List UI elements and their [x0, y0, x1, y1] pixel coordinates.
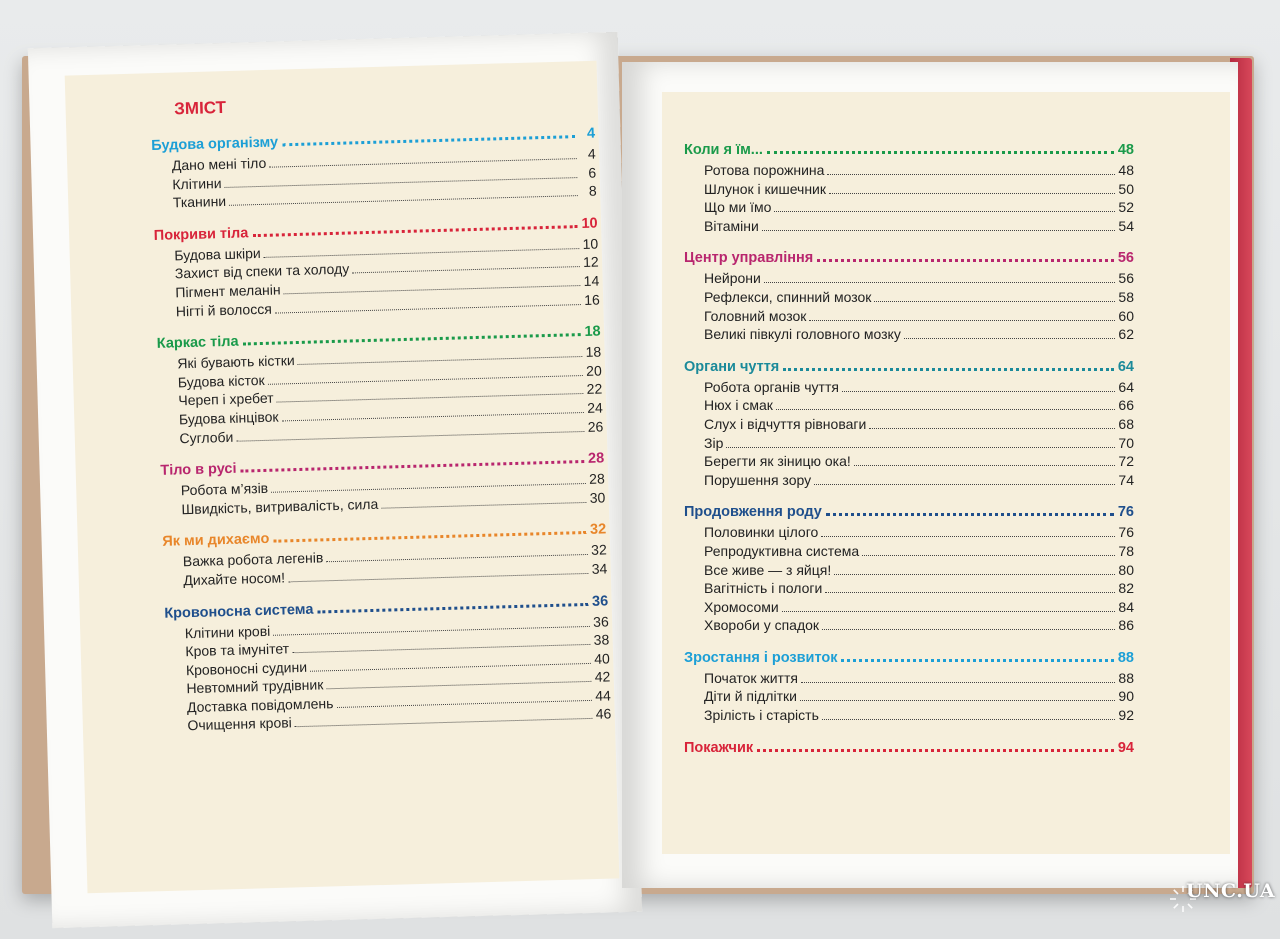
dotted-leader [821, 536, 1115, 537]
section-title: Органи чуття [684, 358, 780, 375]
entry-page-number: 60 [1118, 307, 1134, 324]
dotted-leader [288, 573, 588, 582]
toc-entry [684, 670, 1134, 689]
entry-page-number: 88 [1118, 669, 1134, 686]
entry-label: Череп і хребет [178, 390, 274, 409]
entry-label: Нігті й волосся [175, 300, 272, 319]
dotted-leader [862, 555, 1115, 556]
dotted-leader [826, 513, 1114, 516]
dotted-leader [317, 602, 588, 613]
entry-label: Половинки цілого [704, 524, 819, 541]
dotted-leader [801, 682, 1115, 683]
section-page-number: 76 [1117, 504, 1134, 521]
dotted-leader [822, 719, 1115, 720]
toc-section [164, 593, 612, 737]
entry-label: Швидкість, витривалість, сила [181, 495, 379, 517]
entry-label: Зрілість і старість [704, 707, 819, 724]
entry-label: Пігмент меланін [175, 281, 281, 301]
toc-section-heading [684, 142, 1134, 162]
section-page-number: 56 [1117, 250, 1134, 267]
toc-entry [684, 416, 1134, 435]
section-page-number: 94 [1117, 739, 1134, 756]
entry-page-number: 86 [1118, 617, 1134, 634]
dotted-leader [834, 574, 1115, 575]
toc-entry [684, 580, 1134, 599]
toc-section [160, 451, 605, 521]
dotted-leader [904, 338, 1115, 339]
toc-entry [684, 543, 1134, 562]
dotted-leader [295, 718, 593, 727]
toc-entry [684, 270, 1134, 289]
dotted-leader [814, 484, 1115, 485]
dotted-leader [776, 409, 1115, 410]
toc-entry [684, 218, 1134, 237]
entry-page-number: 16 [583, 291, 600, 308]
entry-label: Берегти як зіницю ока! [704, 453, 851, 470]
dotted-leader [800, 700, 1115, 701]
right-table-of-contents [684, 142, 1134, 774]
section-page-number: 88 [1117, 649, 1134, 666]
toc-entry [684, 562, 1134, 581]
section-title: Зростання і розвиток [684, 649, 838, 666]
entry-page-number: 26 [587, 418, 604, 435]
dotted-leader [822, 629, 1115, 630]
entry-page-number: 66 [1118, 397, 1134, 414]
dotted-leader [764, 282, 1115, 283]
entry-page-number: 12 [582, 253, 599, 271]
entry-label: Дихайте носом! [183, 569, 286, 589]
toc-section [162, 522, 607, 592]
entry-label: Все живе — з яйця! [704, 561, 832, 578]
entry-page-number: 54 [1118, 217, 1134, 234]
entry-label: Дано мені тіло [171, 154, 267, 174]
entry-page-number: 38 [593, 631, 610, 648]
entry-page-number: 8 [588, 182, 597, 199]
contents-title: ЗМІСТ [173, 97, 227, 119]
entry-label: Суглоби [179, 428, 234, 446]
section-title: Каркас тіла [156, 333, 239, 353]
dotted-leader [252, 225, 577, 237]
section-title: Продовження роду [684, 504, 822, 521]
dotted-leader [782, 611, 1115, 612]
entry-page-number: 68 [1118, 415, 1134, 432]
dotted-leader [827, 174, 1115, 175]
entry-page-number: 72 [1118, 453, 1134, 470]
entry-label: Які бувають кістки [177, 352, 295, 372]
toc-entry [684, 181, 1134, 200]
toc-section [684, 650, 1134, 726]
entry-page-number: 92 [1118, 707, 1134, 724]
entry-label: Діти й підлітки [704, 688, 797, 705]
dotted-leader [273, 531, 586, 543]
dotted-leader [783, 368, 1114, 371]
toc-entry [684, 599, 1134, 618]
dotted-leader [842, 391, 1115, 392]
entry-page-number: 10 [582, 235, 599, 252]
dotted-leader [809, 320, 1115, 321]
entry-label: Зір [704, 434, 724, 451]
dotted-leader [381, 502, 586, 509]
entry-page-number: 78 [1118, 542, 1134, 559]
entry-label: Кров та імунітет [185, 640, 290, 660]
toc-entry [684, 472, 1134, 491]
toc-entry [684, 326, 1134, 345]
section-title: Покриви тіла [153, 225, 249, 244]
section-page-number: 48 [1117, 142, 1134, 158]
dotted-leader [762, 230, 1115, 231]
dotted-leader [229, 195, 578, 206]
entry-page-number: 44 [595, 687, 612, 704]
entry-page-number: 18 [585, 343, 602, 361]
dotted-leader [854, 465, 1115, 466]
entry-label: Будова кінцівок [178, 408, 279, 428]
toc-section-heading [684, 650, 1134, 670]
section-page-number: 4 [586, 125, 596, 142]
entry-label: Хромосоми [704, 598, 779, 615]
entry-label: Ротова порожнина [704, 162, 825, 178]
entry-label: Великі півкулі головного мозку [704, 326, 901, 343]
entry-page-number: 74 [1118, 471, 1134, 488]
toc-entry [684, 289, 1134, 308]
entry-label: Слух і відчуття рівноваги [704, 415, 867, 432]
toc-section-heading [684, 504, 1134, 524]
dotted-leader [825, 592, 1115, 593]
section-page-number: 28 [587, 450, 605, 468]
entry-label: Рефлекси, спинний мозок [704, 288, 872, 305]
entry-page-number: 22 [586, 380, 603, 398]
entry-page-number: 32 [590, 541, 607, 559]
entry-label: Що ми їмо [704, 199, 772, 216]
entry-page-number: 50 [1118, 180, 1134, 197]
entry-label: Вітаміни [704, 217, 759, 234]
toc-section [684, 359, 1134, 491]
entry-label: Хвороби у спадок [704, 617, 820, 634]
dotted-leader [869, 428, 1115, 429]
entry-page-number: 84 [1118, 598, 1134, 615]
section-title: Центр управління [684, 250, 814, 267]
entry-page-number: 4 [587, 145, 596, 162]
entry-page-number: 28 [588, 470, 605, 488]
entry-page-number: 90 [1118, 688, 1134, 705]
toc-entry [684, 524, 1134, 543]
entry-page-number: 6 [588, 164, 597, 181]
toc-entry [684, 162, 1134, 181]
dotted-leader [767, 151, 1114, 154]
entry-label: Нюх і смак [704, 397, 773, 414]
dotted-leader [841, 659, 1113, 662]
toc-section-heading [684, 250, 1134, 270]
dotted-leader [282, 135, 575, 146]
dotted-leader [241, 460, 585, 473]
section-page-number: 36 [591, 592, 609, 610]
entry-label: Шлунок і кишечник [704, 180, 827, 197]
entry-label: Важка робота легенів [182, 549, 324, 570]
entry-page-number: 82 [1118, 580, 1134, 597]
dotted-leader [275, 304, 581, 314]
entry-page-number: 76 [1118, 524, 1134, 541]
toc-section [684, 142, 1134, 236]
dotted-leader [352, 266, 580, 273]
entry-label: Порушення зору [704, 471, 812, 488]
entry-label: Репродуктивна система [704, 542, 860, 559]
toc-entry [684, 453, 1134, 472]
toc-entry [684, 707, 1134, 726]
entry-page-number: 42 [594, 668, 611, 686]
entry-page-number: 30 [589, 489, 606, 506]
entry-page-number: 80 [1118, 561, 1134, 578]
toc-entry [684, 397, 1134, 416]
section-page-number: 10 [581, 215, 598, 232]
entry-page-number: 20 [585, 362, 602, 379]
toc-section [157, 324, 604, 449]
entry-label: Початок життя [704, 669, 798, 686]
section-title: Коли я їм... [684, 142, 763, 158]
section-page-number: 32 [589, 521, 607, 539]
entry-label: Тканини [172, 193, 227, 211]
toc-section [154, 215, 600, 322]
dotted-leader [236, 431, 584, 442]
entry-label: Невтомний трудівник [186, 676, 324, 697]
entry-label: Головний мозок [704, 307, 807, 324]
section-title: Покажчик [684, 739, 754, 756]
entry-label: Будова кісток [177, 371, 265, 391]
dotted-leader [817, 259, 1114, 262]
entry-label: Клітини [172, 174, 222, 192]
dotted-leader [829, 193, 1115, 194]
entry-label: Робота органів чуття [704, 378, 839, 395]
dotted-leader [243, 333, 581, 345]
entry-page-number: 58 [1118, 288, 1134, 305]
entry-page-number: 56 [1118, 270, 1134, 287]
toc-entry [684, 308, 1134, 327]
entry-label: Клітини крові [184, 622, 271, 641]
toc-entry [684, 617, 1134, 636]
entry-label: Будова шкіри [174, 244, 261, 264]
left-table-of-contents [150, 88, 612, 751]
entry-page-number: 46 [595, 705, 612, 723]
entry-label: Захист від спеки та холоду [174, 260, 350, 282]
toc-section [151, 126, 597, 214]
toc-section [684, 740, 1134, 760]
section-title: Будова організму [151, 134, 279, 154]
entry-label: Робота м’язів [180, 479, 269, 499]
entry-page-number: 24 [586, 399, 603, 416]
toc-section-heading [684, 359, 1134, 379]
entry-page-number: 14 [583, 272, 600, 289]
watermark-text: UNC.UA [1186, 880, 1276, 902]
dotted-leader [757, 749, 1114, 752]
dotted-leader [726, 447, 1115, 448]
entry-label: Очищення крові [187, 714, 293, 734]
toc-section [684, 504, 1134, 636]
entry-page-number: 36 [592, 612, 609, 630]
entry-label: Кровоносні судини [185, 658, 308, 678]
toc-entry [684, 199, 1134, 218]
section-title: Тіло в русі [160, 460, 237, 479]
toc-entry [684, 379, 1134, 398]
entry-page-number: 48 [1118, 162, 1134, 178]
section-title: Як ми дихаємо [162, 531, 270, 551]
toc-section [684, 250, 1134, 344]
dotted-leader [874, 301, 1115, 302]
toc-section-heading [684, 740, 1134, 760]
entry-label: Нейрони [704, 270, 761, 287]
entry-page-number: 40 [593, 650, 610, 667]
entry-label: Вагітність і пологи [704, 580, 823, 597]
entry-page-number: 70 [1118, 434, 1134, 451]
entry-page-number: 52 [1118, 199, 1134, 216]
toc-entry [684, 435, 1134, 454]
entry-page-number: 62 [1118, 326, 1134, 343]
dotted-leader [774, 211, 1115, 212]
entry-label: Доставка повідомлень [186, 694, 334, 716]
entry-page-number: 34 [591, 560, 608, 577]
toc-entry [684, 688, 1134, 707]
section-title: Кровоносна система [164, 601, 314, 622]
section-page-number: 18 [584, 323, 601, 341]
entry-page-number: 64 [1118, 378, 1134, 395]
section-page-number: 64 [1117, 358, 1134, 375]
